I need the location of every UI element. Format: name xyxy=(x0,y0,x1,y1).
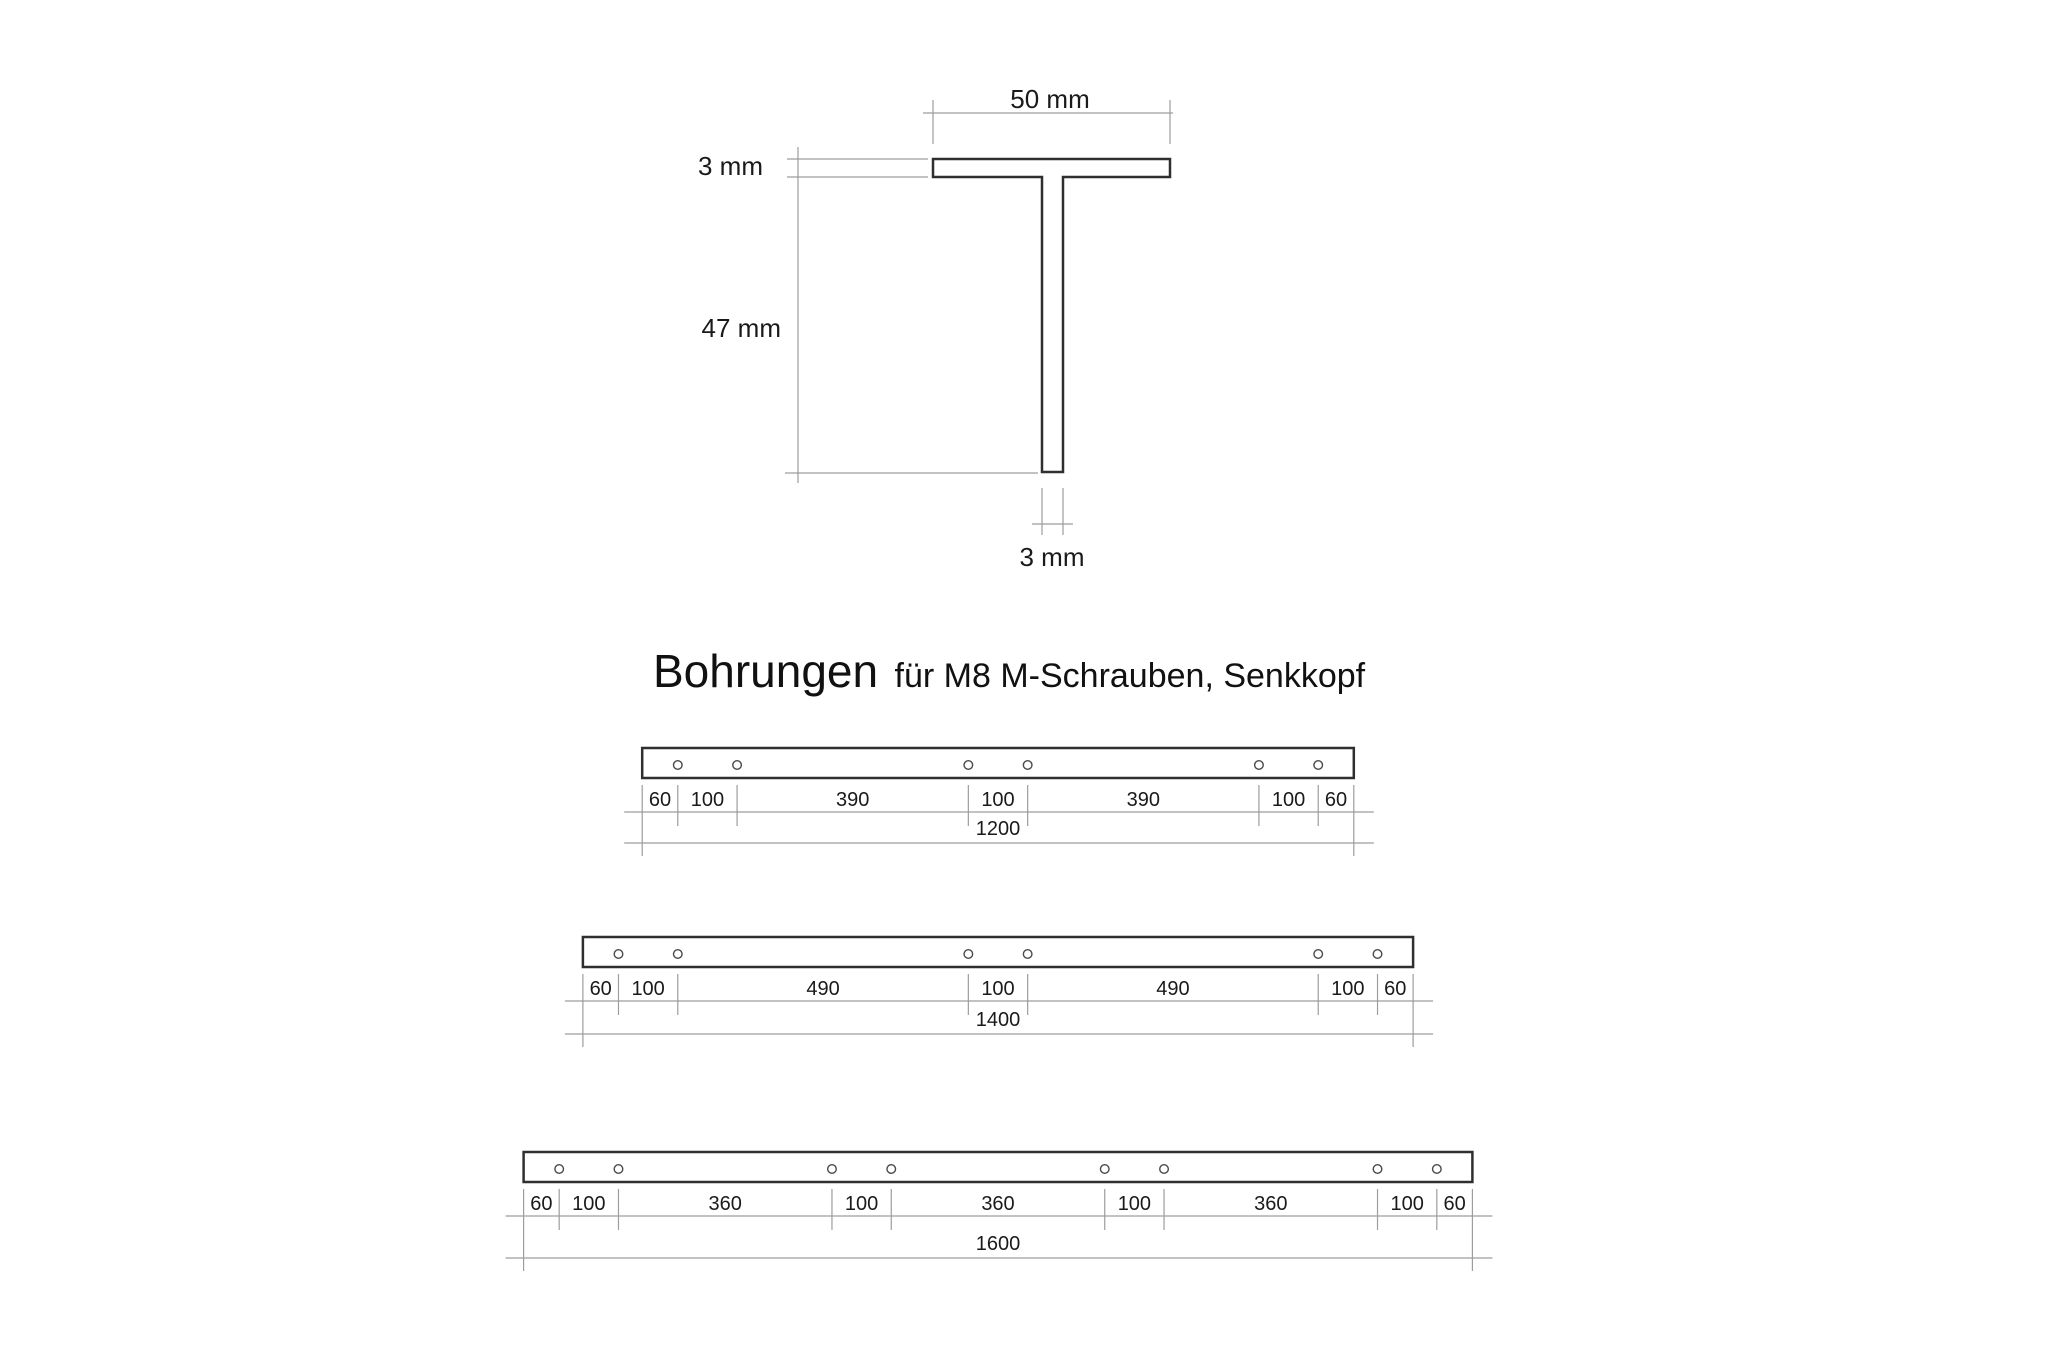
drill-hole xyxy=(964,761,973,770)
segment-dimension-label: 60 xyxy=(1384,978,1407,1000)
web-thickness-label: 3 mm xyxy=(1019,542,1085,572)
bar-outline xyxy=(642,748,1354,778)
web-height-label: 47 mm xyxy=(701,313,781,343)
segment-dimension-label: 100 xyxy=(844,1193,879,1215)
drill-hole xyxy=(614,1165,623,1174)
drill-hole xyxy=(1373,950,1382,959)
drill-hole xyxy=(1314,761,1323,770)
segment-dimension-label: 360 xyxy=(708,1193,742,1215)
drill-hole xyxy=(1023,761,1032,770)
drill-hole xyxy=(673,761,682,770)
segment-dimension-label: 100 xyxy=(1117,1193,1152,1215)
total-dimension-label: 1400 xyxy=(975,1009,1021,1031)
drill-hole xyxy=(887,1165,896,1174)
drill-hole xyxy=(673,950,682,959)
drill-hole xyxy=(1160,1165,1169,1174)
flange-thickness-label: 3 mm xyxy=(698,151,763,181)
bar-diagram-1400 xyxy=(565,937,1433,1047)
section-title-subtitle: für M8 M-Schrauben, Senkkopf xyxy=(894,657,1366,695)
flange-width-label: 50 mm xyxy=(1010,84,1090,114)
segment-dimension-label: 100 xyxy=(1331,978,1365,1000)
segment-dimension-label: 490 xyxy=(1156,978,1190,1000)
segment-dimension-label: 360 xyxy=(981,1193,1015,1215)
segment-dimension-label: 100 xyxy=(572,1193,606,1215)
segment-dimension-label: 100 xyxy=(1271,789,1306,811)
drill-hole xyxy=(1433,1165,1442,1174)
drill-hole xyxy=(1100,1165,1109,1174)
t-profile-outline xyxy=(933,159,1170,472)
bar-diagram-1200 xyxy=(624,748,1374,856)
segment-dimension-label: 100 xyxy=(981,789,1015,811)
segment-dimension-label: 360 xyxy=(1254,1193,1288,1215)
bar-diagram-1600 xyxy=(506,1152,1493,1271)
segment-dimension-label: 390 xyxy=(1126,789,1160,811)
segment-dimension-label: 60 xyxy=(589,978,612,1000)
segment-dimension-label: 100 xyxy=(631,978,665,1000)
segment-dimension-label: 100 xyxy=(690,789,725,811)
drill-hole xyxy=(1373,1165,1382,1174)
drill-hole xyxy=(1023,950,1032,959)
section-title-main: Bohrungen xyxy=(653,645,879,697)
drill-hole xyxy=(828,1165,837,1174)
total-dimension-label: 1600 xyxy=(975,1233,1021,1255)
bar-outline xyxy=(524,1152,1473,1182)
segment-dimension-label: 100 xyxy=(1390,1193,1424,1215)
t-profile-section xyxy=(698,84,1173,572)
drill-hole xyxy=(1255,761,1264,770)
drill-hole xyxy=(555,1165,564,1174)
segment-dimension-label: 490 xyxy=(806,978,840,1000)
section-title xyxy=(653,645,1366,697)
segment-dimension-label: 60 xyxy=(1443,1193,1466,1215)
drill-hole xyxy=(1314,950,1323,959)
bar-outline xyxy=(583,937,1413,967)
drill-hole xyxy=(733,761,742,770)
drill-hole xyxy=(964,950,973,959)
segment-dimension-label: 390 xyxy=(836,789,870,811)
segment-dimension-label: 60 xyxy=(1324,789,1348,811)
segment-dimension-label: 60 xyxy=(648,789,672,811)
drill-hole xyxy=(614,950,623,959)
segment-dimension-label: 100 xyxy=(981,978,1015,1000)
total-dimension-label: 1200 xyxy=(975,818,1021,840)
segment-dimension-label: 60 xyxy=(530,1193,553,1215)
